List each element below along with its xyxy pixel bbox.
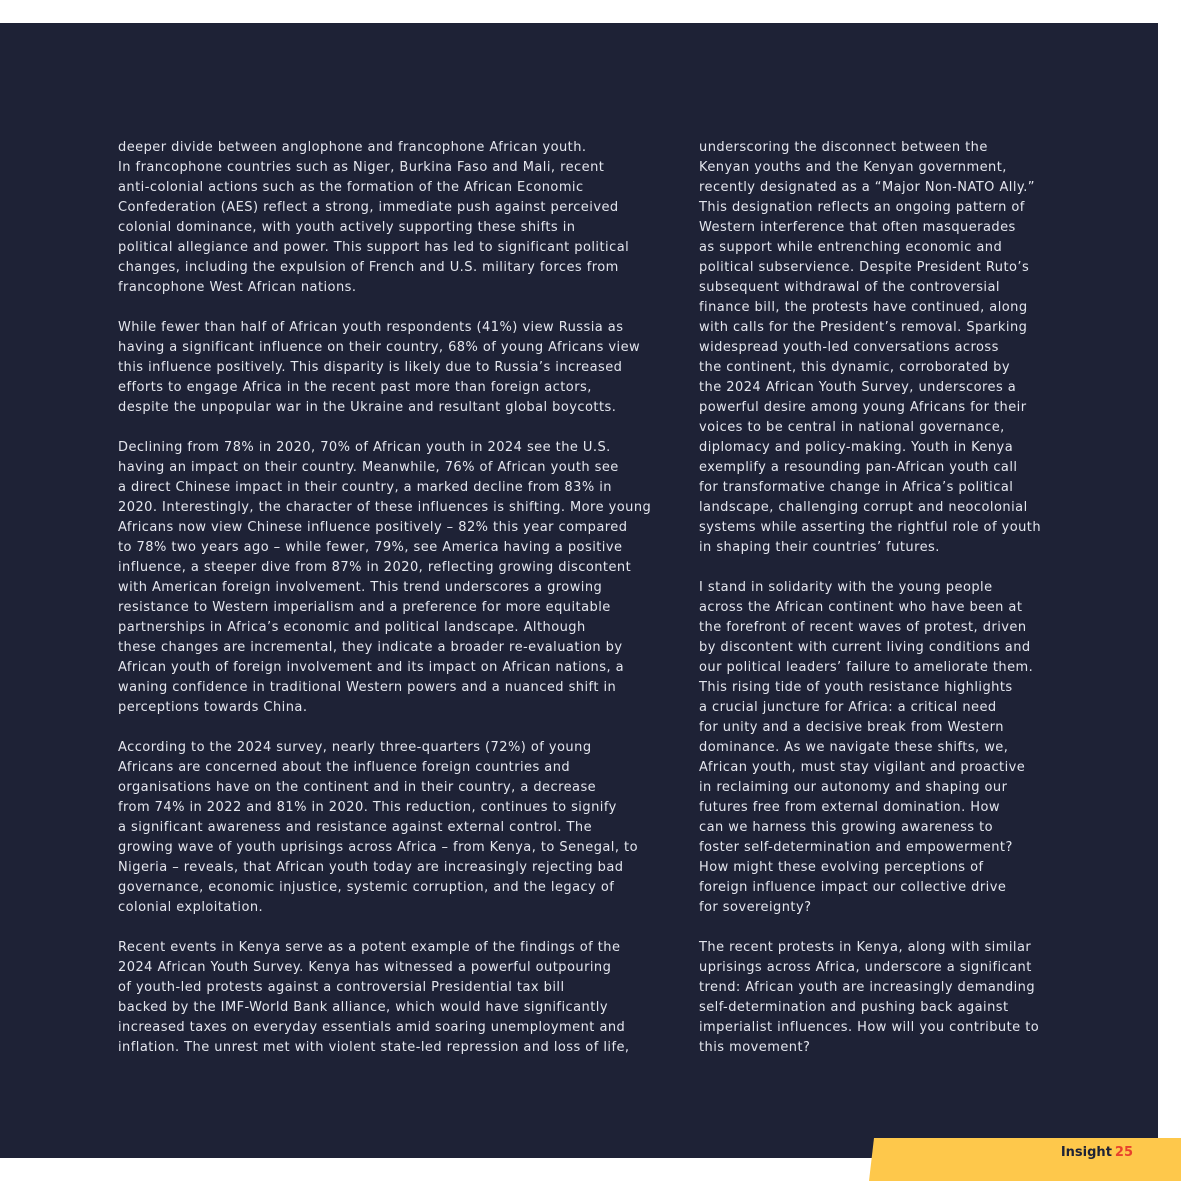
article-right-column xyxy=(699,138,1064,1078)
paragraph: deeper divide between anglophone and francophone African youth. In francophone countries such as Niger, Burkina Faso and Mali, recent anti-colonial actions such as the formation of the African Economic Confederation (AES) reflect a strong, immediate push against perceived colonial dominance, with youth actively supporting these shifts in political allegiance and power. This support has led to significant political changes, including the expulsion of French and U.S. military forces from francophone West African nations. xyxy=(118,140,630,295)
page-footer xyxy=(1061,1144,1133,1162)
page-number: 25 xyxy=(1114,1145,1133,1160)
paragraph: The recent protests in Kenya, along with similar uprisings across Africa, underscore a significant trend: African youth are increasingly demanding self-determination and pushing back against imperialist influences. How will you contribute to this movement? xyxy=(699,940,1040,1055)
paragraph: According to the 2024 survey, nearly three-quarters (72%) of young Africans are concerned about the influence foreign countries and organisations have on the continent and in their country, a decrease from 74% in 2022 and 81% in 2020. This reduction, continues to signify a significant awareness and resistance against external control. The growing wave of youth uprisings across Africa – from Kenya, to Senegal, to Nigeria – reveals, that African youth today are increasingly rejecting bad governance, economic injustice, systemic corruption, and the legacy of colonial exploitation. xyxy=(118,740,638,915)
section-label: Insight xyxy=(1060,1145,1112,1160)
paragraph: I stand in solidarity with the young people across the African continent who have been at the forefront of recent waves of protest, driven by discontent with current living conditions and our political leaders’ failure to ameliorate them. This rising tide of youth resistance highlights a crucial juncture for Africa: a critical need for unity and a decisive break from Western dominance. As we navigate these shifts, we, African youth, must stay vigilant and proactive in reclaiming our autonomy and shaping our futures free from external domination. How can we harness this growing awareness to foster self-determination and empowerment? How might these evolving perceptions of foreign influence impact our collective drive for sovereignty? xyxy=(699,580,1034,915)
paragraph: Declining from 78% in 2020, 70% of African youth in 2024 see the U.S. having an impact on their country. Meanwhile, 76% of African youth see a direct Chinese impact in their country, a marked decline from 83% in 2020. Interestingly, the character of these influences is shifting. More young Africans now view Chinese influence positively – 82% this year compared to 78% two years ago – while fewer, 79%, see America having a positive influence, a steeper dive from 87% in 2020, reflecting growing discontent with American foreign involvement. This trend underscores a growing resistance to Western imperialism and a preference for more equitable partnerships in Africa’s economic and political landscape. Although these changes are incremental, they indicate a broader re-evaluation by African youth of foreign involvement and its impact on African nations, a waning confidence in traditional Western powers and a nuanced shift in perceptions towards China. xyxy=(118,440,652,715)
article-left-column xyxy=(118,138,678,1078)
footer-tab xyxy=(869,1138,1181,1181)
paragraph: Recent events in Kenya serve as a potent example of the findings of the 2024 African Youth Survey. Kenya has witnessed a powerful outpouring of youth-led protests against a controversial Presidential tax bill backed by the IMF-World Bank alliance, which would have significantly increased taxes on everyday essentials amid soaring unemployment and inflation. The unrest met with violent state-led repression and loss of life, xyxy=(118,940,630,1055)
paragraph: While fewer than half of African youth respondents (41%) view Russia as having a significant influence on their country, 68% of young Africans view this influence positively. This disparity is likely due to Russia’s increased efforts to engage Africa in the recent past more than foreign actors, despite the unpopular war in the Ukraine and resultant global boycotts. xyxy=(118,320,641,415)
paragraph: underscoring the disconnect between the Kenyan youths and the Kenyan government, recently designated as a “Major Non-NATO Ally.” This designation reflects an ongoing pattern of Western interference that often masquerades as support while entrenching economic and political subservience. Despite President Ruto’s subsequent withdrawal of the controversial finance bill, the protests have continued, along with calls for the President’s removal. Sparking widespread youth-led conversations across the continent, this dynamic, corroborated by the 2024 African Youth Survey, underscores a powerful desire among young Africans for their voices to be central in national governance, diplomacy and policy-making. Youth in Kenya exemplify a resounding pan-African youth call for transformative change in Africa’s political landscape, challenging corrupt and neocolonial systems while asserting the rightful role of youth in shaping their countries’ futures. xyxy=(699,140,1042,555)
